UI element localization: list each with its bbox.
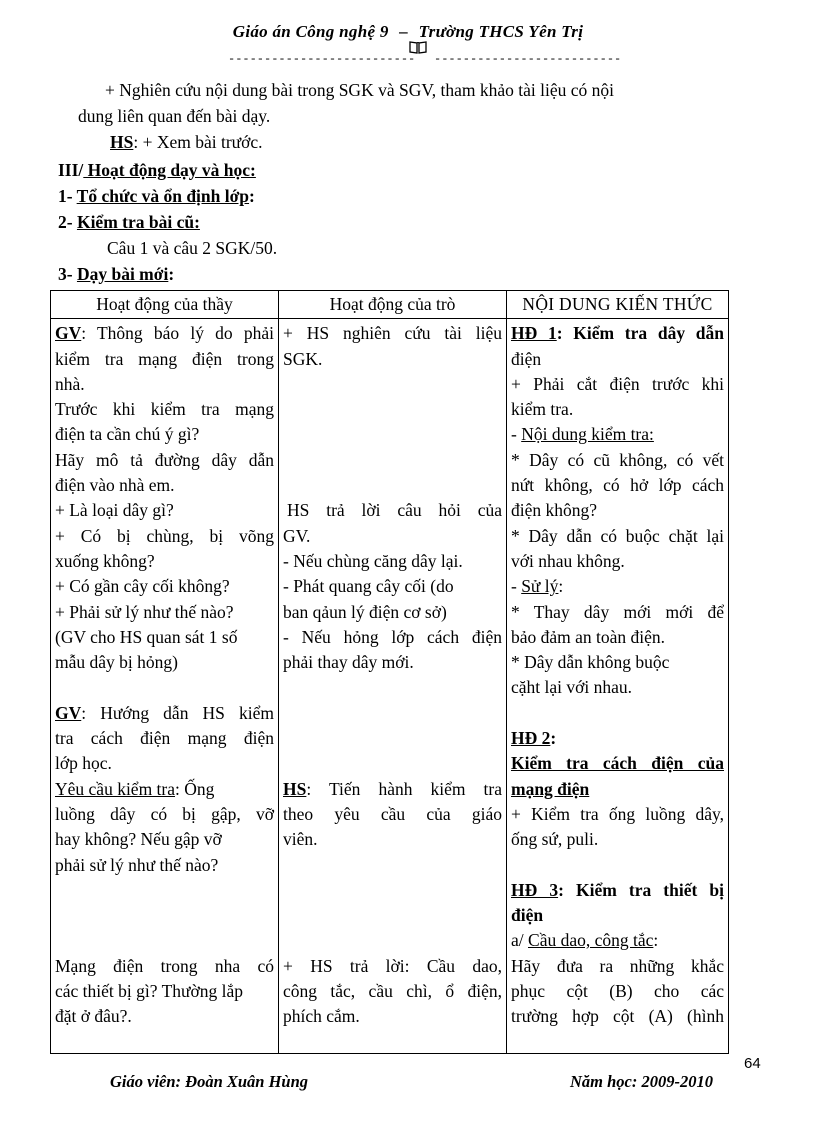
footer-year: Năm học: 2009-2010 [570,1072,713,1091]
teacher-line: mẫu dây bị hỏng) [55,652,178,673]
student-line: HS trả lời câu hỏi của [287,500,502,521]
gv1-text: : Thông báo lý do phải [81,323,274,344]
teacher-cell [51,319,279,1054]
header-subject: Giáo án Công nghệ 9 [232,22,389,41]
table-row [51,319,729,1054]
content-line: với nhau không. [511,550,625,571]
section-3 [58,264,174,285]
teacher-line: tra cách điện mạng điện [55,728,274,749]
content-line: điện [511,905,544,926]
section-2 [58,212,200,233]
section-iii-prefix: III/ [58,160,84,180]
student-cell [279,319,507,1054]
content-line: điện không? [511,500,598,521]
content-line: điện [511,348,542,369]
student-line: SGK. [283,348,323,369]
section-3-prefix: 3- [58,264,77,284]
content-line: trường hợp cột (A) (hình [511,1006,724,1027]
teacher-line: nhà. [55,373,85,394]
hd1-label: HĐ 1 [511,323,557,344]
student-line: phích cắm. [283,1006,360,1027]
gv2-label: GV [55,702,82,723]
hd3-text: : Kiểm tra thiết bị [558,879,724,900]
teacher-line: Hãy mô tả đường dây dẫn [55,449,274,470]
intro-line-1: + Nghiên cứu nội dung bài trong SGK và SGV, tham khảo tài liệu có nội [105,80,614,100]
nd-label: Nội dung kiểm tra: [521,424,654,445]
sl-label: Sử lý [521,576,559,597]
teacher-line: Trước khi kiểm tra mạng [55,399,274,420]
col-header-teacher: Hoạt động của thầy [51,291,279,319]
header-dash: – [399,22,409,41]
student-line: - Nếu hỏng lớp cách điện [283,626,502,647]
hs-task-label: HS [283,778,307,799]
sl-suffix: : [558,576,564,597]
student-line: viên. [283,829,318,850]
section-3-title: Dạy bài mới [76,264,169,284]
page-header [0,22,816,42]
section-1-prefix: 1- [58,186,77,206]
hd2-title-2: mạng điện [511,778,590,799]
student-line: - Phát quang cây cối (do [283,576,454,597]
student-line: theo yêu cầu của giáo [283,803,502,824]
teacher-line: điện vào nhà em. [55,475,175,496]
content-line: * Dây dẫn có buộc chặt lại [511,525,724,546]
table-header-row [51,291,729,319]
hd2-suffix: : [550,728,557,749]
content-line: * Thay dây mới mới để [511,601,724,622]
content-line: * Dây có cũ không, có vết [511,449,724,470]
section-iii-title: Hoạt động dạy và học: [83,160,256,180]
hd2-label: HĐ 2 [511,728,551,749]
hd2-title-1: Kiểm tra cách điện của [511,753,724,774]
section-2-text: Câu 1 và câu 2 SGK/50. [107,238,278,258]
section-1-suffix: : [249,186,255,206]
student-line: + HS nghiên cứu tài liệu [283,323,502,344]
content-line: bảo đảm an toàn điện. [511,626,666,647]
teacher-line: các thiết bị gì? Thường lắp [55,981,244,1002]
content-line: phục cột (B) cho các [511,981,724,1002]
teacher-line: luồng dây có bị gập, vỡ [55,803,274,824]
intro-line-2: dung liên quan đến bài dạy. [78,106,271,126]
content-line: Hãy đưa ra những khắc [511,955,724,976]
student-line: công tắc, cầu chì, ổ điện, [283,981,502,1002]
hd3-label: HĐ 3 [511,879,559,900]
content-cell [507,319,729,1054]
lesson-table [50,290,729,1054]
content-line: cặht lại với nhau. [511,677,633,698]
header-rule-left: -------------------------- [228,52,416,66]
header-school: Trường THCS Yên Trị [418,22,584,41]
hs-task-text: : Tiến hành kiểm tra [306,778,502,799]
teacher-line: đặt ở đâu?. [55,1006,132,1027]
teacher-line: điện ta cần chú ý gì? [55,424,200,445]
teacher-line: Mạng điện trong nha có [55,955,274,976]
hs-label: HS [110,132,134,152]
teacher-line: + Có bị chùng, bị võng [55,525,274,546]
teacher-line: (GV cho HS quan sát 1 số [55,626,238,647]
content-line: nứt không, có hở lớp cách [511,475,724,496]
col-header-student: Hoạt động của trò [279,291,507,319]
content-line: kiểm tra. [511,399,574,420]
a-label: Cầu dao, công tắc [528,930,654,951]
section-1-title: Tổ chức và ổn định lớp [76,186,250,206]
page-number: 64 [744,1055,761,1072]
section-2-title: Kiểm tra bài cũ: [76,212,200,232]
gv2-text: : Hướng dẫn HS kiểm [81,702,274,723]
teacher-line: hay không? Nếu gập vỡ [55,829,222,850]
section-2-prefix: 2- [58,212,77,232]
nd-prefix: - [511,424,522,445]
sl-prefix: - [511,576,522,597]
section-3-suffix: : [168,264,175,284]
a-suffix: : [653,930,659,951]
teacher-line: phải sử lý như thế nào? [55,854,219,875]
requirement-label: Yêu cầu kiểm tra [55,778,176,799]
gv1-label: GV [55,323,82,344]
student-line: + HS trả lời: Cầu dao, [283,955,502,976]
student-line: ban qảun lý điện cơ sở) [283,601,447,622]
teacher-line: kiểm tra mạng điện trong [55,348,274,369]
student-line: - Nếu chùng căng dây lại. [283,550,463,571]
hd1-text: : Kiểm tra dây dẫn [556,323,724,344]
content-line: * Dây dẫn không buộc [511,652,670,673]
student-line: GV. [283,525,311,546]
requirement-text: : Ống [175,778,215,799]
teacher-line: + Là loại dây gì? [55,500,174,521]
section-1 [58,186,255,207]
hs-text: : + Xem bài trước. [133,132,263,152]
teacher-line: xuống không? [55,550,155,571]
section-iii [58,160,256,181]
intro-hs-line [110,132,263,153]
teacher-line: + Phải sử lý như thế nào? [55,601,234,622]
header-rule-right: -------------------------- [434,52,622,66]
a-prefix: a/ [511,930,529,951]
col-header-content: NỘI DUNG KIẾN THỨC [507,291,729,319]
teacher-line: lớp học. [55,753,112,774]
content-line: + Phải cắt điện trước khi [511,373,724,394]
content-line: + Kiểm tra ống luồng dây, [511,803,724,824]
teacher-line: + Có gần cây cối không? [55,576,230,597]
content-line: ống sứ, puli. [511,829,599,850]
footer-teacher: Giáo viên: Đoàn Xuân Hùng [110,1072,309,1091]
student-line: phải thay dây mới. [283,652,414,673]
